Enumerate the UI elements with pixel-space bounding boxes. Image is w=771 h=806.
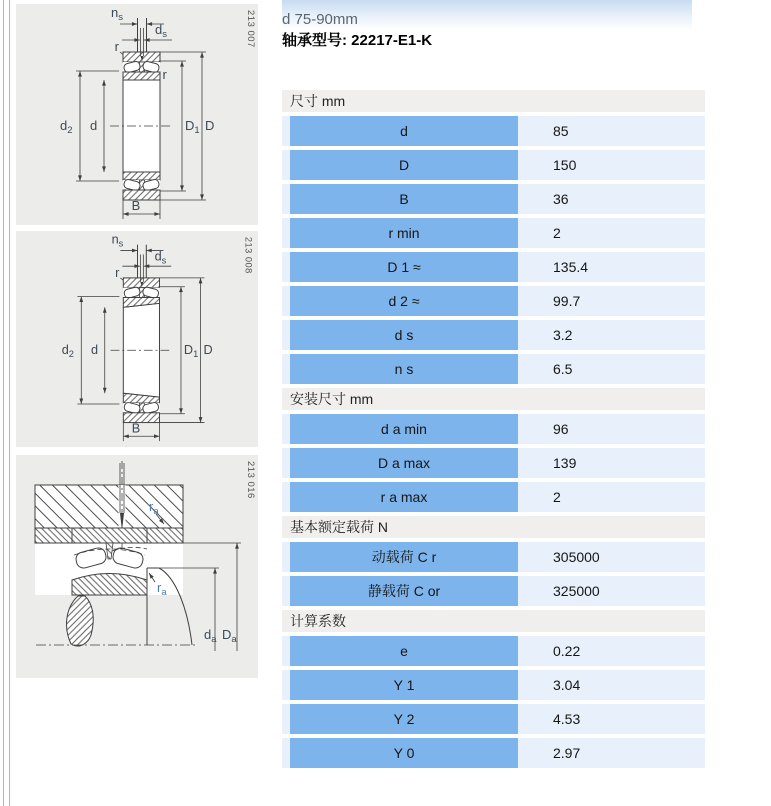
spec-parameter-label: D — [290, 150, 518, 180]
bearing-mounting-drawing — [16, 455, 258, 678]
row-left-spacer — [282, 542, 290, 572]
spec-row — [282, 636, 705, 666]
dim-label-d: d — [91, 343, 99, 358]
row-left-spacer — [282, 354, 290, 384]
spec-parameter-label: Y 2 — [290, 704, 518, 734]
spec-parameter-value: 0.22 — [518, 636, 705, 666]
spec-row — [282, 286, 705, 316]
spec-parameter-value: 2 — [518, 482, 705, 512]
spec-parameter-value: 3.2 — [518, 320, 705, 350]
spec-parameter-value: 3.04 — [518, 670, 705, 700]
housing-shoulder-left — [35, 528, 72, 543]
spec-parameter-label: d s — [290, 320, 518, 350]
spec-row — [282, 482, 705, 512]
spec-row — [282, 704, 705, 734]
figure-code-2: 213 008 — [243, 236, 254, 274]
bore-range-title: d 75-90mm — [282, 11, 358, 28]
mounting-figure — [35, 461, 241, 651]
dim-label-ns: $n_s$ — [111, 5, 123, 23]
row-left-spacer — [282, 150, 290, 180]
row-left-spacer — [282, 286, 290, 316]
spec-parameter-label: 动载荷 C r — [290, 542, 518, 572]
spec-parameter-value: 325000 — [518, 576, 705, 606]
section-rows-dimensions — [282, 116, 705, 384]
outer-ring-bottom — [123, 190, 160, 200]
row-left-spacer — [282, 704, 290, 734]
dim-label-r-inner: r — [162, 67, 167, 82]
spec-parameter-label: B — [290, 184, 518, 214]
spec-row — [282, 576, 705, 606]
row-left-spacer — [282, 738, 290, 768]
dim-label-D: D — [205, 118, 215, 133]
dim-label-r-outer: r — [114, 39, 119, 54]
spec-parameter-value: 36 — [518, 184, 705, 214]
spec-parameter-value: 4.53 — [518, 704, 705, 734]
spec-parameter-value: 135.4 — [518, 252, 705, 282]
spec-parameter-value: 150 — [518, 150, 705, 180]
spec-parameter-label: d — [290, 116, 518, 146]
spec-row — [282, 116, 705, 146]
spec-parameter-label: Y 1 — [290, 670, 518, 700]
figure-code-1: 213 007 — [245, 10, 256, 48]
spec-row — [282, 542, 705, 572]
spec-parameter-value: 6.5 — [518, 354, 705, 384]
spec-parameter-value: 139 — [518, 448, 705, 478]
spec-table — [282, 90, 705, 772]
row-left-spacer — [282, 576, 290, 606]
section-rows-mounting-dimensions — [282, 414, 705, 512]
housing-shoulder-right — [147, 528, 183, 543]
dim-label-B: B — [131, 421, 141, 436]
page-border-line-1 — [3, 0, 4, 806]
spec-row — [282, 354, 705, 384]
dim-label-D: D — [203, 343, 213, 358]
row-left-spacer — [282, 414, 290, 444]
spec-parameter-value: 96 — [518, 414, 705, 444]
inner-ring-bottom — [123, 172, 160, 180]
spec-row — [282, 218, 705, 248]
figure-code-3: 213 016 — [245, 461, 256, 499]
section-header-dimensions: 尺寸 mm — [282, 90, 705, 112]
spec-parameter-label: d 2 ≈ — [290, 286, 518, 316]
dim-label-ns: $n_s$ — [111, 232, 124, 249]
spec-parameter-value: 2.97 — [518, 738, 705, 768]
spec-row — [282, 252, 705, 282]
dim-label-d2: $d_2$ — [61, 343, 74, 360]
section-header-mounting-dimensions: 安装尺寸 mm — [282, 388, 705, 410]
dim-label-ds: $d_s$ — [155, 22, 167, 40]
section-rows-calculation-factors — [282, 636, 705, 768]
spec-parameter-value: 305000 — [518, 542, 705, 572]
row-left-spacer — [282, 252, 290, 282]
bearing-model-title: 轴承型号: 22217-E1-K — [282, 32, 433, 49]
row-left-spacer — [282, 184, 290, 214]
dim-label-D1: $D_1$ — [183, 343, 199, 360]
content-column — [282, 0, 705, 761]
outer-ring-bottom — [123, 413, 159, 423]
row-left-spacer — [282, 670, 290, 700]
spec-row — [282, 448, 705, 478]
row-left-spacer — [282, 482, 290, 512]
dim-label-ra-shaft: $r_a$ — [157, 580, 167, 598]
row-left-spacer — [282, 320, 290, 350]
dim-label-d2: $d_2$ — [60, 118, 73, 136]
inner-ring-section — [72, 574, 147, 596]
spec-row — [282, 320, 705, 350]
spec-row — [282, 184, 705, 214]
spec-parameter-label: D a max — [290, 448, 518, 478]
outer-ring-section — [72, 528, 147, 543]
spec-parameter-label: d a min — [290, 414, 518, 444]
spec-parameter-label: 静载荷 C or — [290, 576, 518, 606]
spec-parameter-label: r a max — [290, 482, 518, 512]
dim-label-ra-housing: $r_a$ — [149, 499, 159, 517]
row-left-spacer — [282, 218, 290, 248]
dim-label-ds: $d_s$ — [154, 249, 167, 266]
row-left-spacer — [282, 116, 290, 146]
spec-parameter-value: 2 — [518, 218, 705, 248]
dim-label-Da: $D_a$ — [222, 627, 237, 645]
spec-parameter-value: 85 — [518, 116, 705, 146]
spec-parameter-label: n s — [290, 354, 518, 384]
dim-label-da: $d_a$ — [204, 627, 217, 645]
housing-block — [35, 485, 183, 528]
row-left-spacer — [282, 636, 290, 666]
shaft-break-section — [67, 596, 94, 646]
dim-label-B: B — [131, 198, 141, 213]
spec-row — [282, 670, 705, 700]
section-header-load-ratings: 基本额定载荷 N — [282, 516, 705, 538]
spec-parameter-value: 99.7 — [518, 286, 705, 316]
spec-parameter-label: e — [290, 636, 518, 666]
spec-parameter-label: r min — [290, 218, 518, 248]
page-border-line-2 — [9, 0, 10, 806]
spec-row — [282, 738, 705, 768]
bearing-cross-section-drawing-cylindrical-bore — [16, 4, 258, 225]
spec-parameter-label: Y 0 — [290, 738, 518, 768]
bearing-cross-section-drawing-tapered-bore — [16, 231, 258, 447]
spec-parameter-label: D 1 ≈ — [290, 252, 518, 282]
dim-label-d: d — [90, 118, 98, 133]
inner-ring-top — [123, 72, 160, 80]
dim-label-r-outer: r — [115, 265, 120, 280]
dim-label-D1: $D_1$ — [185, 118, 200, 136]
section-rows-load-ratings — [282, 542, 705, 606]
spec-row — [282, 150, 705, 180]
spec-row — [282, 414, 705, 444]
section-header-calculation-factors: 计算系数 — [282, 610, 705, 632]
row-left-spacer — [282, 448, 290, 478]
